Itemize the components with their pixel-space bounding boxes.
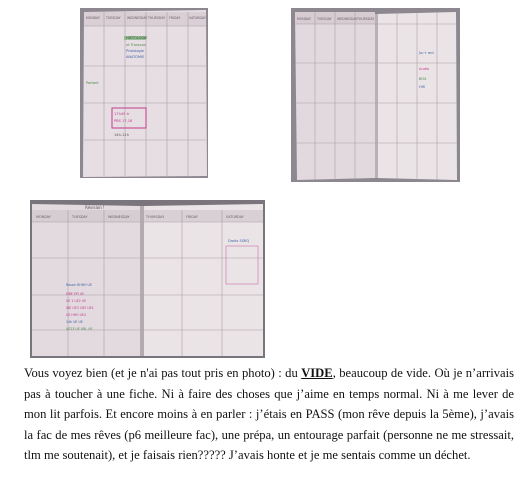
planner-photo-1-image <box>80 8 208 178</box>
day-label: SATURDAY <box>226 215 244 219</box>
handwritten-note: Rasoir HHHH UE <box>66 283 92 287</box>
caption-paragraph <box>24 363 514 466</box>
handwritten-note: 17h45 tr <box>114 112 130 116</box>
handwritten-note: 14h-11h <box>114 133 129 137</box>
day-label: THURSDAY <box>148 16 166 20</box>
handwritten-note: Prisiologie <box>126 49 144 53</box>
handwritten-note: UE 1 UE2 UE <box>66 299 87 303</box>
handwritten-note: Droits SSRQ <box>228 239 250 243</box>
day-label: WEDNESDAY <box>108 215 130 219</box>
planner-photo-2-image <box>291 8 460 182</box>
handwritten-note: UE HHH UE4 <box>66 313 86 317</box>
handwritten-note: ANATOMIE <box>126 55 145 59</box>
day-label: WEDNESDAY <box>337 17 358 21</box>
handwritten-note: 14h UE UE <box>66 320 83 324</box>
day-label: TUESDAY <box>72 215 88 219</box>
day-label: TUESDAY <box>317 17 332 21</box>
handwritten-note: nt Tronscos <box>126 43 146 47</box>
handwritten-note: Jur+ ent <box>419 51 434 55</box>
day-label: FRIDAY <box>169 16 181 20</box>
planner-photo-3-image <box>30 200 265 358</box>
handwritten-note: HISTOLOGIE <box>126 36 148 40</box>
handwritten-note: INE UE3 CB3 UE4 <box>66 306 94 310</box>
day-label: WEDNESDAY <box>127 16 148 20</box>
handwritten-header-note: Révision ! <box>85 205 105 210</box>
planner-photo-1 <box>80 8 208 178</box>
handwritten-note: PBS 17,18 <box>114 119 133 123</box>
day-label: THURSDAY <box>357 17 375 21</box>
handwritten-note: MBE EPI UE <box>66 292 85 296</box>
day-label: MONDAY <box>297 17 311 21</box>
handwritten-note: Partant <box>86 81 99 85</box>
handwritten-note: Audio <box>419 67 430 71</box>
day-label: THURSDAY <box>146 215 165 219</box>
caption-emphasis: VIDE <box>301 366 333 380</box>
day-label: MONDAY <box>36 215 51 219</box>
planner-photo-3 <box>30 200 265 358</box>
day-label: MONDAY <box>86 16 100 20</box>
caption-text-start: Vous voyez bien (et je n'ai pas tout pris en photo) : du <box>24 366 302 380</box>
caption-text-end: , beaucoup de vide. Où je n’arrivais pas à toucher à une fiche. Ni à faire des choses que j’aime en temps normal. Ni à me lever de mon lit parfois. Et encore moins à en parler : j’étais en PASS (mon rêve depuis la 5ème), j’avais la fac de mes rêves (p6 meilleure fac), une prépa, un entourage parfait (personne ne me stressait, tlm me soutenait), et je faisais rien????? J’avais honte et je me sentais comme un déchet. <box>24 366 514 462</box>
day-label: FRIDAY <box>186 215 198 219</box>
handwritten-note: BOX <box>419 77 427 81</box>
handwritten-note: UE23 UE URL UE <box>66 327 93 331</box>
planner-photo-2 <box>291 8 460 182</box>
day-label: TUESDAY <box>106 16 121 20</box>
handwritten-note: HIS <box>419 85 426 89</box>
day-label: SATURDAY <box>189 16 206 20</box>
